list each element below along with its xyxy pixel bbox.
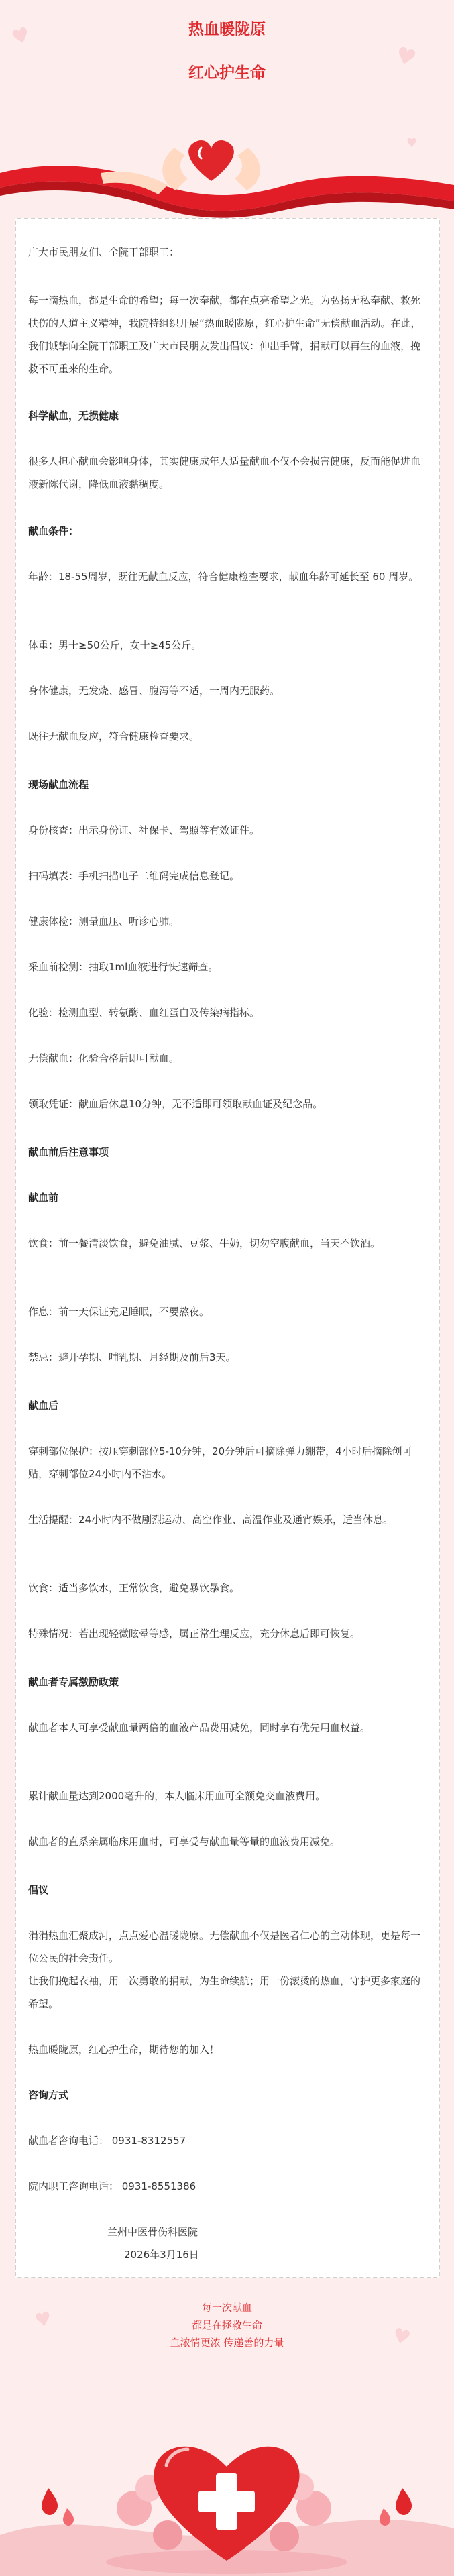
process-id-check: 身份核查：出示身份证、社保卡、驾照等有效证件。 bbox=[28, 824, 260, 836]
decor-heart-icon: ♥ bbox=[392, 41, 420, 73]
footer-line-3: 血浓情更浓 传递善的力量 bbox=[170, 2337, 284, 2349]
subsection-title-before: 献血前 bbox=[28, 1192, 59, 1204]
heart-cross-illustration bbox=[0, 2408, 454, 2576]
condition-weight: 体重：男士≥50公斤，女士≥45公斤。 bbox=[28, 639, 202, 651]
process-lab-test: 化验：检测血型、转氨酶、血红蛋白及传染病指标。 bbox=[28, 1007, 260, 1019]
page-title-line1: 热血暖陇原 bbox=[188, 21, 266, 38]
condition-health: 身体健康，无发烧、感冒、腹泻等不适，一周内无服药。 bbox=[28, 685, 280, 697]
science-body: 很多人担心献血会影响身体，其实健康成年人适量献血不仅不会损害健康，反而能促进血液新陈代谢，降低血液黏稠度。 bbox=[28, 455, 421, 490]
footer-line-1: 每一次献血 bbox=[201, 2302, 252, 2314]
section-title-notes: 献血前后注意事项 bbox=[28, 1146, 109, 1158]
condition-reaction: 既往无献血反应，符合健康检查要求。 bbox=[28, 730, 200, 742]
footer-line-2: 都是在拯救生命 bbox=[191, 2319, 262, 2331]
decor-heart-icon: ♥ bbox=[406, 136, 418, 150]
policy-item-2: 累计献血量达到2000毫升的，本人临床用血可全额免交血液费用。 bbox=[28, 1790, 326, 1802]
section-title-policy: 献血者专属激励政策 bbox=[28, 1676, 119, 1688]
process-certificate: 领取凭证：献血后休息10分钟，无不适即可领取献血证及纪念品。 bbox=[28, 1098, 323, 1110]
decor-heart-icon: ♥ bbox=[390, 2323, 413, 2351]
proposal-3: 热血暖陇原，红心护生命，期待您的加入！ bbox=[28, 2043, 220, 2056]
signature-date: 2026年3月16日 bbox=[124, 2249, 199, 2261]
section-title-contact: 咨询方式 bbox=[28, 2089, 69, 2101]
letter-greeting: 广大市民朋友们、全院干部职工： bbox=[28, 246, 180, 258]
contact-public-phone: 献血者咨询电话： 0931-8312557 bbox=[28, 2135, 186, 2147]
process-pre-sample: 采血前检测：抽取1ml血液进行快速筛查。 bbox=[28, 961, 219, 973]
decor-heart-icon: ♥ bbox=[9, 22, 34, 51]
process-donate: 无偿献血：化验合格后即可献血。 bbox=[28, 1052, 180, 1064]
contact-staff-phone: 院内职工咨询电话： 0931-8551386 bbox=[28, 2180, 196, 2192]
before-diet: 饮食：前一餐清淡饮食，避免油腻、豆浆、牛奶，切勿空腹献血，当天不饮酒。 bbox=[28, 1237, 381, 1249]
process-scan-form: 扫码填表：手机扫描电子二维码完成信息登记。 bbox=[28, 870, 240, 882]
after-site-care: 穿刺部位保护：按压穿刺部位5-10分钟，20分钟后可摘除弹力绷带，4小时后摘除创可贴，穿刺部位24小时内不沾水。 bbox=[28, 1445, 412, 1480]
hands-heart-illustration bbox=[0, 121, 454, 221]
condition-age: 年龄：18-55周岁，既往无献血反应，符合健康检查要求，献血年龄可延长至 60 周岁。 bbox=[28, 571, 419, 583]
heart-cross-icon bbox=[0, 2408, 454, 2576]
after-diet: 饮食：适当多饮水，正常饮食，避免暴饮暴食。 bbox=[28, 1582, 240, 1594]
proposal-1: 涓涓热血汇聚成河，点点爱心温暖陇原。无偿献血不仅是医者仁心的主动体现，更是每一位公民的社会责任。 bbox=[28, 1929, 421, 1964]
after-special: 特殊情况：若出现轻微眩晕等感，属正常生理反应，充分休息后即可恢复。 bbox=[28, 1628, 361, 1640]
section-title-process: 现场献血流程 bbox=[28, 779, 89, 791]
section-title-proposal: 倡议 bbox=[28, 1884, 49, 1896]
process-health-exam: 健康体检：测量血压、听诊心肺。 bbox=[28, 915, 180, 928]
decor-heart-icon: ♥ bbox=[32, 2306, 54, 2333]
after-life: 生活提醒：24小时内不做剧烈运动、高空作业、高温作业及通宵娱乐，适当休息。 bbox=[28, 1514, 394, 1526]
policy-item-3: 献血者的直系亲属临床用血时，可享受与献血量等量的血液费用减免。 bbox=[28, 1836, 341, 1848]
before-rest: 作息：前一天保证充足睡眠，不要熬夜。 bbox=[28, 1306, 210, 1318]
signature-org: 兰州中医骨伤科医院 bbox=[107, 2226, 198, 2238]
subsection-title-after: 献血后 bbox=[28, 1400, 59, 1412]
ribbon-icon bbox=[0, 121, 454, 221]
proposal-2: 让我们挽起衣袖，用一次勇敢的捐献，为生命续航；用一份滚烫的热血，守护更多家庭的希望。 bbox=[28, 1975, 421, 2010]
letter-intro: 每一滴热血，都是生命的希望；每一次奉献，都在点亮希望之光。为弘扬无私奉献、救死扶伤的人道主义精神，我院特组织开展“热血暖陇原，红心护生命”无偿献血活动。在此，我们诚挚向全院干部职工及广大市民朋友发出倡议：伸出手臂，捐献可以再生的血液，挽救不可重来的生命。 bbox=[28, 294, 421, 375]
before-avoid: 禁忌：避开孕期、哺乳期、月经期及前后3天。 bbox=[28, 1351, 236, 1363]
page-title-line2: 红心护生命 bbox=[188, 64, 266, 82]
section-title-conditions: 献血条件： bbox=[28, 525, 79, 537]
section-title-science: 科学献血，无损健康 bbox=[28, 410, 119, 422]
policy-item-1: 献血者本人可享受献血量两倍的血液产品费用减免，同时享有优先用血权益。 bbox=[28, 1722, 371, 1734]
